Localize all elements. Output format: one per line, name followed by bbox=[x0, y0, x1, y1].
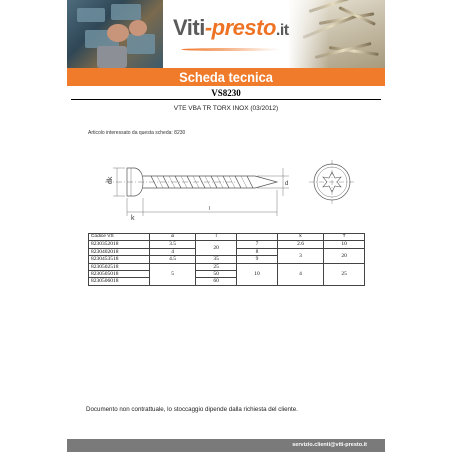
logo-swoosh bbox=[181, 48, 281, 51]
datasheet-page bbox=[67, 0, 385, 452]
cell-code: 8230506018 bbox=[89, 278, 150, 285]
cell-k: 2.6 bbox=[277, 241, 323, 248]
title-band bbox=[67, 68, 385, 86]
cell-head-diameter: 10 bbox=[237, 263, 278, 285]
cell-torx: 10 bbox=[324, 241, 365, 248]
cell-head-diameter: 7 bbox=[237, 241, 278, 248]
dim-label-k: k bbox=[131, 215, 135, 222]
logo-tld-text: .it bbox=[275, 22, 289, 39]
article-note: Articolo interessato da questa scheda: 8230 bbox=[88, 130, 186, 136]
cell-length: 60 bbox=[196, 278, 237, 285]
cell-code: 8230505018 bbox=[89, 270, 150, 277]
cell-code: 8230502518 bbox=[89, 263, 150, 270]
cell-head-diameter: 9 bbox=[237, 256, 278, 263]
cell-torx: 20 bbox=[324, 248, 365, 263]
divider bbox=[71, 99, 381, 100]
table-row bbox=[89, 241, 365, 248]
band-title: Scheda tecnica bbox=[179, 69, 273, 85]
spec-table bbox=[88, 233, 365, 286]
electronics-photo bbox=[67, 0, 163, 68]
logo-accent-text: -presto bbox=[204, 15, 276, 40]
col-header-length: l bbox=[196, 234, 237, 241]
col-header-torx: T bbox=[324, 234, 365, 241]
dim-label-l: l bbox=[209, 206, 211, 212]
cell-code: 8230352018 bbox=[89, 241, 150, 248]
cell-code: 8230453518 bbox=[89, 256, 150, 263]
col-header-k: k bbox=[277, 234, 323, 241]
table-header-row bbox=[89, 234, 365, 241]
cell-length: 50 bbox=[196, 270, 237, 277]
technical-drawing bbox=[85, 150, 367, 224]
header bbox=[67, 0, 385, 68]
footer-email-link[interactable]: servizio.clienti@viti-presto.it bbox=[292, 442, 367, 448]
footer-bar bbox=[67, 439, 385, 452]
brand-logo[interactable] bbox=[163, 0, 289, 68]
cell-diameter: 3.5 bbox=[150, 241, 196, 248]
product-description: VTE VBA TR TORX INOX (03/2012) bbox=[173, 105, 279, 112]
cell-torx: 25 bbox=[324, 263, 365, 285]
disclaimer: Documento non contrattuale, lo stoccaggio dipende dalla richiesta del cliente. bbox=[86, 406, 298, 413]
product-code: VS8230 bbox=[211, 88, 241, 98]
screws-photo bbox=[289, 0, 385, 68]
dim-label-d: d bbox=[285, 181, 289, 187]
col-header-code: Codice VS bbox=[89, 234, 150, 241]
cell-diameter: 4 bbox=[150, 248, 196, 255]
cell-k: 3 bbox=[277, 248, 323, 263]
table-row bbox=[89, 263, 365, 270]
cell-length: 20 bbox=[196, 241, 237, 256]
dim-label-dk: dk bbox=[107, 176, 114, 184]
cell-diameter: 5 bbox=[150, 263, 196, 285]
cell-code: 8230402018 bbox=[89, 248, 150, 255]
cell-head-diameter: 8 bbox=[237, 248, 278, 255]
col-header-head-diameter bbox=[237, 234, 278, 241]
cell-diameter: 4.5 bbox=[150, 256, 196, 263]
cell-length: 25 bbox=[196, 263, 237, 270]
cell-length: 35 bbox=[196, 256, 237, 263]
cell-k: 4 bbox=[277, 263, 323, 285]
col-header-diameter: ø bbox=[150, 234, 196, 241]
logo-main-text: Viti bbox=[173, 15, 205, 40]
